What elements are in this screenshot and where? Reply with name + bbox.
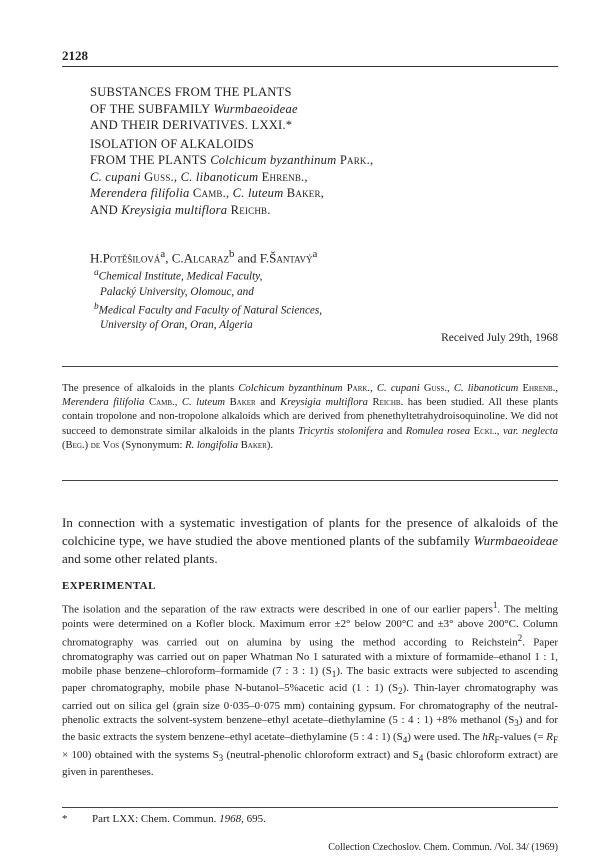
abstract-top-rule	[62, 366, 558, 367]
abstract: The presence of alkaloids in the plants Colchicum byzanthinum Park., C. cupani Guss., C. libanoticum Ehrenb., Merendera filifolia Camb., C. luteum Baker and Kreysigia multiflora Reichb. has been studied. All these plants contain tropolone and non-tropolone alkaloids which are derived from phenethyltetrahydroisoquinoline. We did not succeed to demonstrate similar alkaloids in the plants Tricyrtis stolonifera and Romulea rosea Eckl., var. neglecta (Beg.) de Vos (Synonymum: R. longifolia Baker).	[62, 383, 559, 451]
author-3: F.Šantavý	[259, 250, 313, 266]
title-line-2: OF THE SUBFAMILY Wurmbaeoideae	[90, 101, 298, 116]
received-date: Received July 29th, 1968	[441, 332, 558, 344]
title-line-1: SUBSTANCES FROM THE PLANTS	[90, 85, 292, 99]
affiliation-a-line-1: $^a$Chemical Institute, Medical Faculty,	[94, 268, 263, 283]
header-rule	[62, 66, 558, 67]
title-line-4: ISOLATION OF ALKALOIDS	[90, 136, 254, 151]
abstract-bottom-rule	[62, 480, 558, 481]
page-number: 2128	[62, 48, 88, 63]
title-line-5: FROM THE PLANTS Colchicum byzanthinum Park.,	[90, 153, 374, 167]
title-line-7: Merendera filifolia Camb., C. luteum Baker,	[90, 186, 325, 200]
author-list: H.Potěšilová$^a$, C.Alcaraz$^b$ and F.Šantavý$^a$	[90, 248, 318, 266]
footnote-rule	[62, 807, 558, 808]
author-1: H.Potěšilová	[90, 250, 161, 266]
affiliation-b-line-2: University of Oran, Oran, Algeria	[100, 319, 253, 332]
title-line-6: C. cupani Guss., C. libanoticum Ehrenb.,	[90, 169, 308, 184]
author-2: C.Alcaraz	[171, 250, 229, 266]
title-line-3: AND THEIR DERIVATIVES. LXXI.*	[90, 118, 293, 132]
introduction-paragraph: In connection with a systematic investigation of plants for the presence of alkaloids of the colchicine type, we have studied the above mentioned plants of the subfamily Wurmbaeoideae and some other related plants.	[62, 515, 558, 566]
experimental-paragraph: The isolation and the separation of the raw extracts were described in one of our earlier papers$^1$. The melting points were determined on a Kofler block. Maximum error ±2° below 200°C and ±3° above 200°C. Column chromatography was carried out on alumina by using the method according to Reichstein$^2$. Paper chromatography was carried out on paper Whatman No 1 saturated with a mixture of formamide–ethanol 1 : 1, mobile phase benzene–chloroform–formamide (7 : 3 : 1) $(S_1)$. The basic extracts were subjected to ascending paper chromatography, mobile phase N-butanol–5%acetic acid (1 : 1) $(S_2)$. Thin-layer chromatography was carried out on silica gel (grain size 0·035–0·075 mm) containing gypsum. For chromatography of the neutral-phenolic extracts the solvent-system benzene–ethyl acetate–diethylamine (5 : 4 : 1) +8% methanol $(S_3)$ and for the basic extracts the system benzene–ethyl acetate–diethylamine (5 : 4 : 1) $(S_4)$ were used. The $hR_F$-values (= $R_F \times 100$) obtained with the systems $S_3$ (neutral-phenolic chloroform extract) and $S_4$ (basic chloroform extract) are given in parentheses.	[62, 600, 559, 779]
title-line-8: AND Kreysigia multiflora Reichb.	[90, 202, 271, 217]
section-heading-experimental: EXPERIMENTAL	[62, 580, 156, 592]
affiliations	[94, 266, 322, 333]
affiliation-a-line-2: Palacký University, Olomouc, and	[100, 285, 254, 298]
footnote: * Part LXX: Chem. Commun. 1968, 695.	[62, 813, 266, 825]
article-title	[90, 84, 550, 218]
journal-footer: Collection Czechoslov. Chem. Commun. /Vol. 34/ (1969)	[328, 842, 558, 853]
affiliation-b-line-1: $^b$Medical Faculty and Faculty of Natural Sciences,	[94, 301, 323, 317]
